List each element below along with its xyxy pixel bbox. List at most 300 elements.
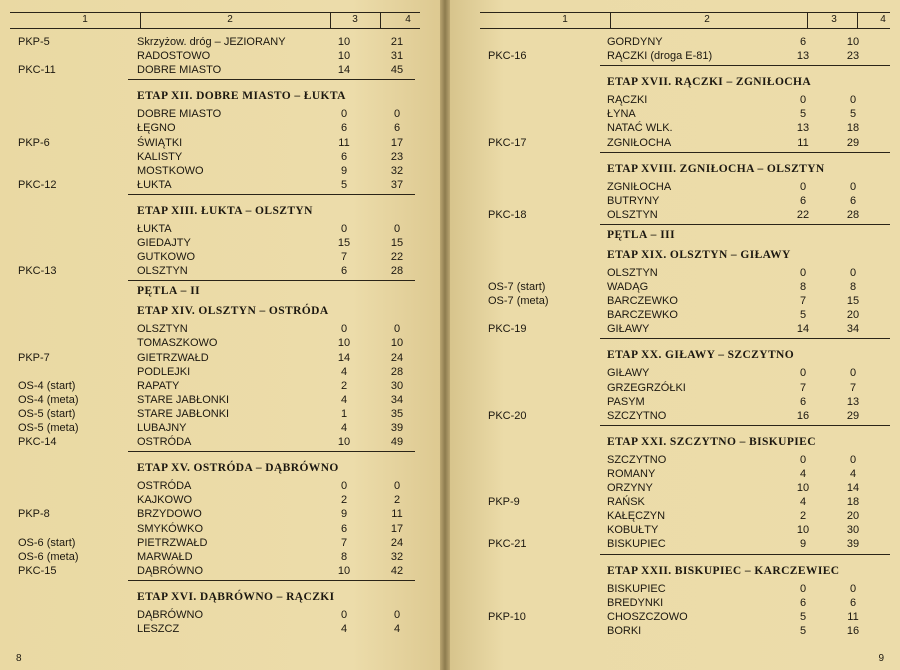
cumulative-distance: 28: [846, 208, 860, 221]
cumulative-distance: 39: [390, 422, 404, 434]
table-row: [450, 496, 900, 510]
checkpoint-code: PKP-10: [488, 610, 526, 623]
book-gutter: [440, 0, 450, 670]
location-name: KOBUŁTY: [607, 524, 659, 537]
checkpoint-code: PKP-5: [18, 36, 50, 48]
segment-distance: 5: [799, 309, 807, 322]
table-row: [0, 337, 440, 351]
table-row: [0, 179, 440, 193]
segment-distance: 9: [340, 164, 348, 177]
location-name: DĄBRÓWNO: [137, 564, 203, 577]
cumulative-distance: 22: [390, 251, 404, 264]
segment-distance: 6: [799, 596, 807, 609]
location-name: PODLEJKI: [137, 365, 191, 378]
page-number: 8: [16, 653, 22, 664]
location-name: GRZEGRZÓŁKI: [607, 381, 686, 394]
location-name: KALISTY: [137, 150, 183, 163]
cumulative-distance: 49: [390, 436, 404, 449]
location-name: GIŁAWY: [607, 323, 650, 336]
table-row: [0, 394, 440, 408]
location-name: OLSZTYN: [607, 266, 658, 279]
table-row: [450, 468, 900, 482]
location-name: ŁĘGNO: [137, 122, 176, 135]
segment-distance: 6: [340, 150, 348, 163]
table-row: [450, 524, 900, 538]
segment-distance: 0: [340, 480, 348, 493]
section-rule: [128, 451, 415, 452]
segment-distance: 5: [799, 610, 807, 623]
segment-distance: 0: [799, 94, 807, 107]
segment-distance: 22: [796, 208, 810, 221]
location-name: SMYKÓWKO: [137, 522, 204, 535]
table-row: [0, 137, 440, 151]
section-rule: [600, 554, 890, 555]
location-name: CHOSZCZOWO: [607, 610, 688, 623]
segment-distance: 8: [799, 281, 807, 293]
checkpoint-code: PKC-13: [18, 265, 57, 278]
table-row: [0, 480, 440, 494]
cumulative-distance: 35: [390, 407, 404, 420]
section-rule: [128, 580, 415, 581]
table-row: [450, 583, 900, 597]
segment-distance: 10: [337, 50, 351, 63]
column-header-1: 1: [82, 14, 88, 25]
table-row: [450, 396, 900, 410]
cumulative-distance: 4: [849, 467, 857, 480]
cumulative-distance: 0: [393, 480, 401, 493]
location-name: PIETRZWAŁD: [137, 536, 208, 549]
table-row: [0, 64, 440, 78]
table-row: [0, 323, 440, 337]
location-name: BARCZEWKO: [607, 295, 678, 308]
loop-title: PĘTLA – II: [137, 285, 201, 298]
location-name: GIETRZWAŁD: [137, 351, 209, 364]
table-row: [0, 494, 440, 508]
cumulative-distance: 14: [846, 482, 860, 494]
location-name: NATAĆ WLK.: [607, 122, 673, 135]
cumulative-distance: 20: [846, 309, 860, 322]
loop-title: PĘTLA – III: [607, 228, 676, 241]
cumulative-distance: 4: [393, 623, 401, 635]
segment-distance: 6: [340, 522, 348, 535]
cumulative-distance: 0: [849, 582, 857, 595]
table-row: [450, 410, 900, 424]
location-name: GIŁAWY: [607, 367, 650, 380]
segment-distance: 5: [799, 624, 807, 637]
segment-distance: 2: [340, 494, 348, 507]
cumulative-distance: 0: [393, 323, 401, 336]
segment-distance: 0: [340, 108, 348, 121]
cumulative-distance: 21: [390, 36, 404, 48]
cumulative-distance: 16: [846, 624, 860, 637]
stage-title: ETAP XIV. OLSZTYN – OSTRÓDA: [137, 305, 329, 318]
column-separator: [140, 13, 141, 28]
location-name: OSTRÓDA: [137, 436, 192, 449]
segment-distance: 14: [337, 351, 351, 364]
table-row: [450, 625, 900, 639]
location-name: GUTKOWO: [137, 251, 196, 264]
segment-distance: 4: [340, 393, 348, 406]
segment-distance: 1: [340, 407, 348, 420]
table-row: [450, 309, 900, 323]
table-row: [450, 482, 900, 496]
table-row: [0, 165, 440, 179]
cumulative-distance: 0: [849, 94, 857, 107]
segment-distance: 0: [799, 453, 807, 466]
table-row: [0, 565, 440, 579]
table-row: [450, 323, 900, 337]
cumulative-distance: 0: [849, 180, 857, 193]
location-name: TOMASZKOWO: [137, 337, 218, 350]
cumulative-distance: 6: [393, 122, 401, 135]
stage-title: ETAP XIII. ŁUKTA – OLSZTYN: [137, 204, 313, 217]
location-name: Skrzyżow. dróg – JEZIORANY: [137, 36, 286, 48]
column-separator: [807, 13, 808, 28]
checkpoint-code: OS-7 (start): [488, 281, 546, 293]
stage-title: ETAP XVI. DĄBRÓWNO – RĄCZKI: [137, 590, 335, 603]
table-row: [0, 122, 440, 136]
section-rule: [600, 338, 890, 339]
location-name: SZCZYTNO: [607, 409, 667, 422]
table-row: [0, 151, 440, 165]
checkpoint-code: OS-4 (meta): [18, 393, 79, 406]
cumulative-distance: 8: [849, 281, 857, 293]
location-name: ŁYNA: [607, 108, 636, 121]
segment-distance: 6: [799, 36, 807, 48]
location-name: KAŁĘCZYN: [607, 510, 666, 523]
segment-distance: 9: [799, 538, 807, 551]
table-row: [450, 295, 900, 309]
cumulative-distance: 20: [846, 510, 860, 523]
table-row: [0, 237, 440, 251]
table-row: [0, 408, 440, 422]
checkpoint-code: OS-5 (meta): [18, 422, 79, 434]
table-row: [450, 195, 900, 209]
segment-distance: 2: [799, 510, 807, 523]
section-rule: [128, 79, 415, 80]
table-row: [0, 251, 440, 265]
cumulative-distance: 15: [390, 237, 404, 249]
segment-distance: 5: [340, 178, 348, 191]
checkpoint-code: PKC-21: [488, 538, 527, 551]
column-header-3: 3: [352, 14, 358, 25]
location-name: BISKUPIEC: [607, 538, 666, 551]
page-number: 9: [878, 653, 884, 664]
location-name: OLSZTYN: [137, 323, 188, 336]
segment-distance: 6: [340, 265, 348, 278]
table-row: [450, 281, 900, 295]
table-row: [0, 422, 440, 436]
section-rule: [600, 425, 890, 426]
segment-distance: 0: [340, 608, 348, 621]
segment-distance: 14: [337, 64, 351, 77]
cumulative-distance: 28: [390, 265, 404, 278]
checkpoint-code: PKC-11: [18, 64, 56, 77]
table-row: [0, 380, 440, 394]
table-row: [450, 454, 900, 468]
location-name: GIEDAJTY: [137, 237, 191, 249]
table-row: [0, 223, 440, 237]
section-rule: [128, 280, 415, 281]
segment-distance: 6: [799, 395, 807, 408]
table-row: [450, 367, 900, 381]
segment-distance: 4: [799, 496, 807, 509]
segment-distance: 13: [796, 50, 810, 63]
table-row: [0, 265, 440, 279]
right-page: [450, 0, 900, 670]
cumulative-distance: 34: [846, 323, 860, 336]
table-row: [450, 538, 900, 552]
cumulative-distance: 0: [393, 108, 401, 121]
checkpoint-code: PKP-8: [18, 508, 50, 521]
table-row: [450, 597, 900, 611]
table-row: [450, 36, 900, 50]
location-name: RAŃSK: [607, 496, 645, 509]
cumulative-distance: 24: [390, 351, 404, 364]
location-name: BREDYNKI: [607, 596, 664, 609]
segment-distance: 16: [796, 409, 810, 422]
checkpoint-code: OS-6 (start): [18, 536, 76, 549]
left-page: [0, 0, 440, 670]
cumulative-distance: 15: [846, 295, 860, 308]
stage-title: ETAP XXII. BISKUPIEC – KARCZEWIEC: [607, 564, 840, 577]
checkpoint-code: PKC-12: [18, 178, 57, 191]
cumulative-distance: 30: [390, 379, 404, 392]
table-row: [450, 50, 900, 64]
table-row: [0, 623, 440, 637]
column-separator: [857, 13, 858, 28]
column-separator: [330, 13, 331, 28]
checkpoint-code: PKC-16: [488, 50, 527, 63]
segment-distance: 11: [338, 136, 350, 149]
table-row: [450, 122, 900, 136]
segment-distance: 10: [337, 36, 351, 48]
table-row: [0, 36, 440, 50]
location-name: WADĄG: [607, 281, 649, 293]
cumulative-distance: 32: [390, 164, 404, 177]
segment-distance: 13: [796, 122, 810, 135]
cumulative-distance: 7: [849, 381, 857, 394]
location-name: RĄCZKI: [607, 94, 648, 107]
cumulative-distance: 0: [393, 222, 401, 235]
column-header-2: 2: [227, 14, 233, 25]
segment-distance: 4: [340, 365, 348, 378]
cumulative-distance: 34: [390, 393, 404, 406]
table-row: [450, 209, 900, 223]
section-rule: [600, 65, 890, 66]
column-separator: [610, 13, 611, 28]
location-name: ZGNIŁOCHA: [607, 180, 672, 193]
location-name: BRZYDOWO: [137, 508, 202, 521]
checkpoint-code: PKP-6: [18, 136, 50, 149]
cumulative-distance: 17: [390, 136, 404, 149]
section-rule: [600, 152, 890, 153]
table-row: [0, 366, 440, 380]
table-row: [450, 510, 900, 524]
table-row: [450, 382, 900, 396]
checkpoint-code: PKC-17: [488, 136, 527, 149]
segment-distance: 10: [337, 337, 351, 350]
checkpoint-code: PKP-7: [18, 351, 50, 364]
cumulative-distance: 18: [846, 122, 860, 135]
segment-distance: 10: [337, 436, 351, 449]
column-header-3: 3: [831, 14, 837, 25]
table-row: [0, 537, 440, 551]
segment-distance: 8: [340, 550, 348, 563]
segment-distance: 6: [799, 194, 807, 207]
stage-title: ETAP XX. GIŁAWY – SZCZYTNO: [607, 349, 795, 362]
location-name: ŚWIĄTKI: [137, 136, 183, 149]
location-name: MOSTKOWO: [137, 164, 204, 177]
location-name: BISKUPIEC: [607, 582, 666, 595]
cumulative-distance: 31: [390, 50, 404, 63]
segment-distance: 7: [799, 381, 807, 394]
column-header-4: 4: [880, 14, 886, 25]
stage-title: ETAP XVII. RĄCZKI – ZGNIŁOCHA: [607, 76, 812, 89]
cumulative-distance: 11: [847, 610, 859, 623]
table-row: [0, 551, 440, 565]
cumulative-distance: 10: [846, 36, 860, 48]
location-name: GORDYNY: [607, 36, 663, 48]
cumulative-distance: 32: [390, 550, 404, 563]
location-name: PASYM: [607, 395, 645, 408]
location-name: OSTRÓDA: [137, 480, 192, 493]
segment-distance: 14: [796, 323, 810, 336]
checkpoint-code: OS-6 (meta): [18, 550, 79, 563]
checkpoint-code: PKC-19: [488, 323, 527, 336]
column-header: [480, 12, 890, 29]
segment-distance: 7: [799, 295, 807, 308]
cumulative-distance: 23: [390, 150, 404, 163]
location-name: DOBRE MIASTO: [137, 108, 222, 121]
segment-distance: 0: [799, 582, 807, 595]
location-name: OLSZTYN: [137, 265, 188, 278]
segment-distance: 0: [340, 222, 348, 235]
checkpoint-code: OS-4 (start): [18, 379, 76, 392]
location-name: RADOSTOWO: [137, 50, 211, 63]
cumulative-distance: 18: [846, 496, 860, 509]
cumulative-distance: 10: [390, 337, 404, 350]
table-row: [0, 609, 440, 623]
location-name: ORZYNY: [607, 482, 653, 494]
table-row: [450, 267, 900, 281]
segment-distance: 10: [796, 482, 810, 494]
segment-distance: 6: [340, 122, 348, 135]
cumulative-distance: 29: [846, 409, 860, 422]
location-name: STARE JABŁONKI: [137, 393, 230, 406]
cumulative-distance: 0: [849, 367, 857, 380]
location-name: KAJKOWO: [137, 494, 193, 507]
segment-distance: 10: [796, 524, 810, 537]
location-name: DĄBRÓWNO: [137, 608, 203, 621]
checkpoint-code: OS-5 (start): [18, 407, 76, 420]
table-row: [450, 137, 900, 151]
table-row: [450, 181, 900, 195]
table-row: [450, 611, 900, 625]
checkpoint-code: PKC-20: [488, 409, 527, 422]
cumulative-distance: 23: [846, 50, 860, 63]
stage-title: ETAP XVIII. ZGNIŁOCHA – OLSZTYN: [607, 162, 825, 175]
cumulative-distance: 45: [390, 64, 404, 77]
segment-distance: 10: [337, 564, 351, 577]
segment-distance: 0: [799, 367, 807, 380]
table-row: [450, 108, 900, 122]
location-name: MARWAŁD: [137, 550, 193, 563]
column-header-2: 2: [704, 14, 710, 25]
section-rule: [128, 194, 415, 195]
cumulative-distance: 24: [390, 536, 404, 549]
location-name: BARCZEWKO: [607, 309, 678, 322]
column-header: [10, 12, 420, 29]
stage-title: ETAP XII. DOBRE MIASTO – ŁUKTA: [137, 90, 346, 103]
segment-distance: 4: [340, 623, 348, 635]
cumulative-distance: 17: [390, 522, 404, 535]
section-rule: [600, 224, 890, 225]
column-header-1: 1: [562, 14, 568, 25]
segment-distance: 2: [340, 379, 348, 392]
table-row: [0, 352, 440, 366]
location-name: LUBAJNY: [137, 422, 187, 434]
location-name: RAPATY: [137, 379, 180, 392]
segment-distance: 7: [340, 251, 348, 264]
table-row: [0, 50, 440, 64]
checkpoint-code: PKC-18: [488, 208, 527, 221]
segment-distance: 15: [337, 237, 351, 249]
cumulative-distance: 0: [849, 453, 857, 466]
column-header-4: 4: [405, 14, 411, 25]
cumulative-distance: 5: [849, 108, 857, 121]
cumulative-distance: 30: [846, 524, 860, 537]
location-name: OLSZTYN: [607, 208, 658, 221]
cumulative-distance: 0: [849, 266, 857, 279]
table-row: [0, 436, 440, 450]
segment-distance: 0: [799, 266, 807, 279]
location-name: BUTRYNY: [607, 194, 660, 207]
stage-title: ETAP XV. OSTRÓDA – DĄBRÓWNO: [137, 462, 339, 475]
segment-distance: 9: [340, 508, 348, 521]
location-name: LESZCZ: [137, 623, 180, 635]
table-row: [0, 523, 440, 537]
location-name: ROMANY: [607, 467, 656, 480]
location-name: RĄCZKI (droga E-81): [607, 50, 713, 63]
location-name: BORKI: [607, 624, 642, 637]
location-name: DOBRE MIASTO: [137, 64, 222, 77]
segment-distance: 0: [799, 180, 807, 193]
cumulative-distance: 11: [391, 508, 403, 521]
table-row: [0, 108, 440, 122]
location-name: STARE JABŁONKI: [137, 407, 230, 420]
cumulative-distance: 0: [393, 608, 401, 621]
column-separator: [380, 13, 381, 28]
segment-distance: 4: [340, 422, 348, 434]
location-name: ŁUKTA: [137, 222, 172, 235]
cumulative-distance: 42: [390, 564, 404, 577]
location-name: ZGNIŁOCHA: [607, 136, 672, 149]
cumulative-distance: 39: [846, 538, 860, 551]
segment-distance: 0: [340, 323, 348, 336]
cumulative-distance: 2: [393, 494, 401, 507]
stage-title: ETAP XIX. OLSZTYN – GIŁAWY: [607, 248, 791, 261]
table-row: [450, 94, 900, 108]
checkpoint-code: PKP-9: [488, 496, 520, 509]
checkpoint-code: OS-7 (meta): [488, 295, 549, 308]
cumulative-distance: 37: [390, 178, 404, 191]
location-name: SZCZYTNO: [607, 453, 667, 466]
cumulative-distance: 29: [846, 136, 860, 149]
checkpoint-code: PKC-15: [18, 564, 57, 577]
segment-distance: 7: [340, 536, 348, 549]
cumulative-distance: 6: [849, 596, 857, 609]
